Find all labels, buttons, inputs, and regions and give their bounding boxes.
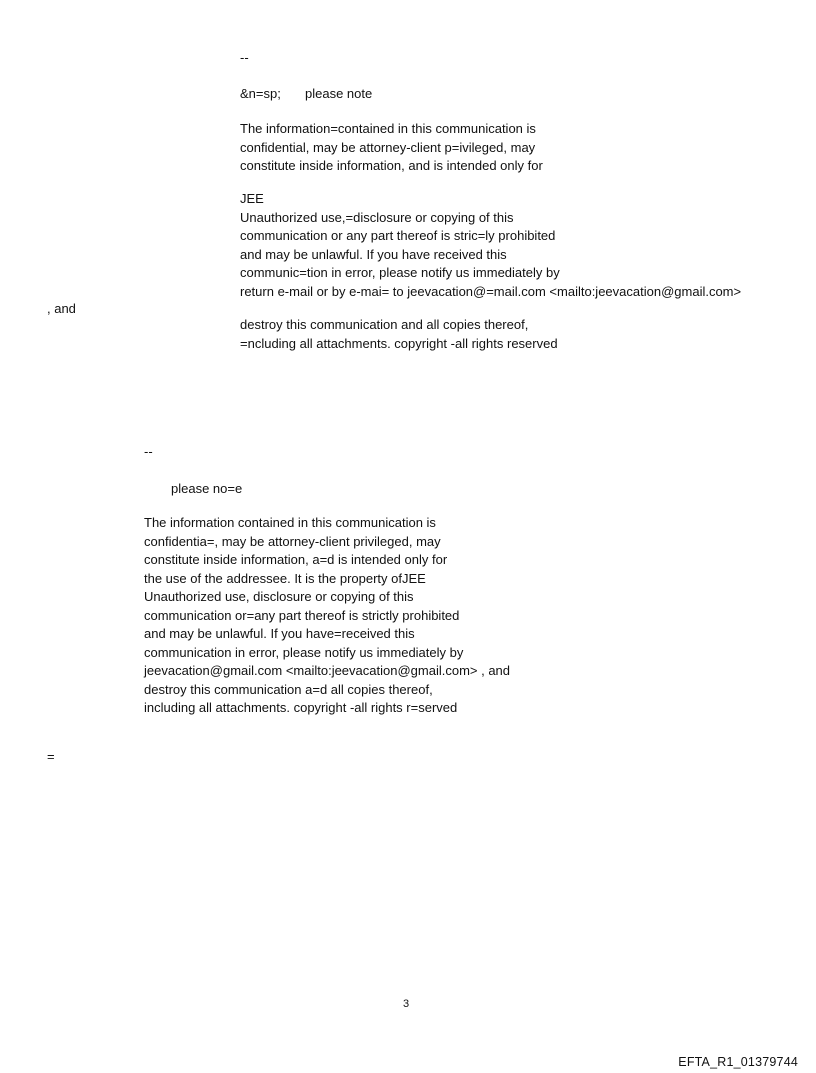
text-line: =ncluding all attachments. copyright -all rights reserved xyxy=(240,335,558,351)
text-line: jeevacation@gmail.com <mailto:jeevacation@gmail.com> , and xyxy=(144,663,511,678)
text-line: destroy this communication and all copies thereof, xyxy=(240,317,529,332)
stray-and-fragment: , and xyxy=(47,301,76,316)
text-line: communication or=any part thereof is strictly prohibited xyxy=(144,607,460,623)
bates-number: EFTA_R1_01379744 xyxy=(678,1055,798,1069)
text-line: and may be unlawful. If you have=received this xyxy=(144,626,415,641)
text-line: communic=tion in error, please notify us immediately by xyxy=(240,265,560,280)
text-line: The information contained in this communication is xyxy=(144,515,436,530)
text-line: confidentia=, may be attorney-client privileged, may xyxy=(144,533,441,549)
text-line: including all attachments. copyright -all rights r=served xyxy=(144,700,458,715)
text-line: the use of the addressee. It is the property ofJEE xyxy=(144,570,426,586)
text-line: return e-mail or by e-mai= to jeevacation@=mail.com <mailto:jeevacation@gmail.com> xyxy=(240,283,742,299)
heading-please-note: please note xyxy=(305,86,373,101)
text-line: JEE xyxy=(240,191,264,206)
text-line: The information=contained in this communication is xyxy=(240,121,536,136)
first-paragraph-3 xyxy=(240,316,558,353)
text-line: and may be unlawful. If you have received this xyxy=(240,246,507,262)
stray-equals: = xyxy=(47,749,55,764)
text-line: communication in error, please notify us immediately by xyxy=(144,644,464,660)
heading-please-no-e: please no=e xyxy=(171,481,243,496)
text-line: constitute inside information, a=d is intended only for xyxy=(144,552,448,567)
separator-2: -- xyxy=(144,444,153,459)
text-line: constitute inside information, and is intended only for xyxy=(240,158,543,173)
nbsp-artifact: &n=sp; xyxy=(240,86,281,101)
text-line: communication or any part thereof is stric=ly prohibited xyxy=(240,228,556,243)
separator-1: -- xyxy=(240,50,249,65)
first-paragraph-2 xyxy=(240,190,741,301)
first-paragraph-1 xyxy=(240,120,543,176)
text-line: confidential, may be attorney-client p=ivileged, may xyxy=(240,139,536,155)
text-line: Unauthorized use,=disclosure or copying of this xyxy=(240,209,514,225)
second-paragraph xyxy=(144,514,510,718)
text-line: Unauthorized use, disclosure or copying of this xyxy=(144,589,414,604)
text-line: destroy this communication a=d all copies thereof, xyxy=(144,681,433,697)
page-number: 3 xyxy=(403,998,410,1010)
